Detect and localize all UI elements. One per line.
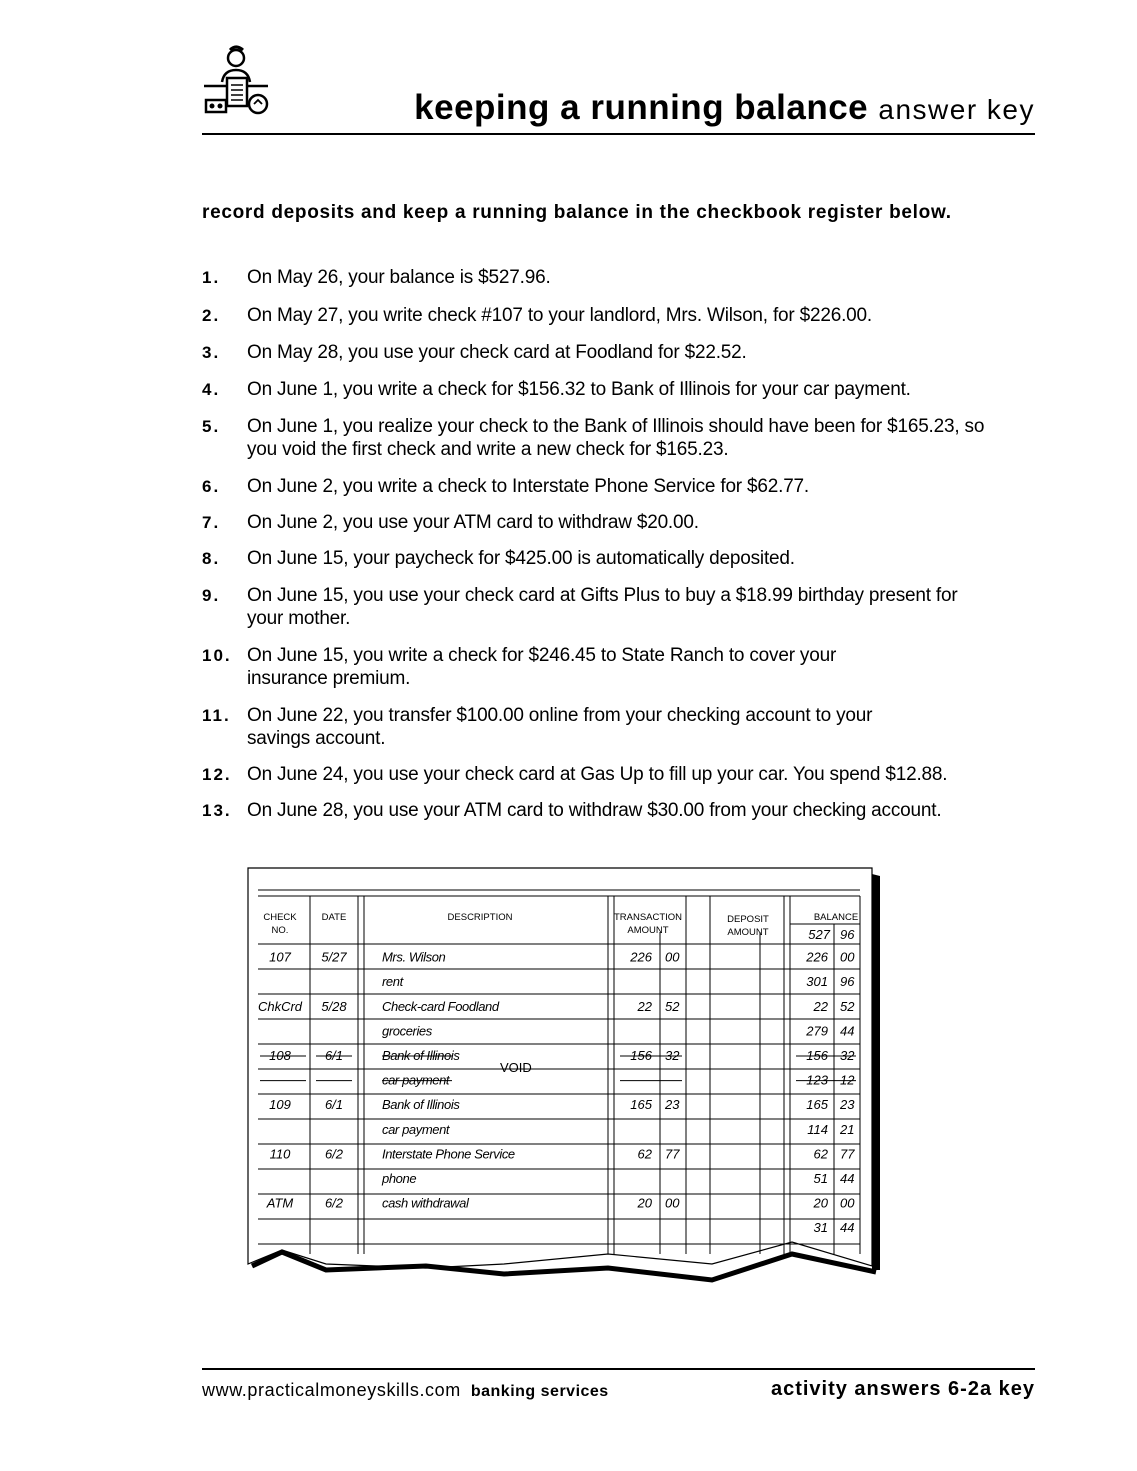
register-date: 5/27 [321,949,347,965]
register-amount-cents: 00 [665,1195,680,1211]
header-deposit-amount: AMOUNT [727,927,769,938]
opening-balance-cents: 96 [840,927,855,942]
register-amount-cents: 52 [665,998,680,1014]
header-rule [202,133,1035,135]
register-balance-cents: 00 [840,949,855,965]
header-transaction-amount: AMOUNT [627,925,669,936]
footer-section: banking services [470,1383,609,1400]
register-balance-dollars: 165 [806,1097,828,1113]
register-check-no: 109 [269,1097,291,1113]
item-text: On May 27, you write check #107 to your landlord, Mrs. Wilson, for $226.00. [247,305,872,326]
item-number: 12. [202,765,232,784]
page-title [414,88,1035,128]
register-description: car payment [382,1072,450,1088]
item-text: On June 15, your paycheck for $425.00 is automatically deposited. [247,548,795,569]
register-balance-cents: 23 [840,1097,855,1113]
register-balance-cents: 96 [840,974,855,990]
item-number: 9. [202,586,221,605]
register-description: car payment [382,1121,450,1137]
register-description: Interstate Phone Service [382,1146,515,1162]
person-with-checkbook-icon [200,42,272,124]
item-number: 6. [202,477,221,496]
register-description: Mrs. Wilson [382,949,446,965]
register-balance-cents: 44 [840,1171,855,1186]
register-date: 6/2 [324,1195,344,1211]
header-check-no-2: NO. [271,925,289,936]
register-amount-cents: 23 [665,1097,680,1113]
register-balance-dollars: 279 [806,1023,828,1039]
register-balance-dollars: 301 [806,974,828,990]
item-number: 5. [202,417,221,436]
register-balance-dollars: 123 [806,1072,828,1088]
register-check-no: 110 [269,1146,291,1162]
register-amount-dollars: 62 [637,1146,652,1162]
register-amount-cents: 77 [665,1146,680,1162]
register-date: 5/28 [321,998,347,1014]
register-check-no: ChkCrd [257,998,303,1014]
register-balance-cents: 44 [840,1023,855,1039]
checkbook-register [240,862,890,1292]
register-balance-dollars: 20 [813,1195,828,1211]
register-check-no: ATM [266,1195,294,1211]
register-balance-dollars: 156 [806,1048,828,1063]
register-amount-dollars: 20 [637,1195,652,1211]
register-amount-dollars: 22 [637,998,652,1014]
register-balance-cents: 44 [840,1220,855,1236]
item-text: On May 26, your balance is $527.96. [247,267,551,288]
register-date: 6/1 [324,1048,344,1063]
page-title-suffix: answer key [878,94,1035,125]
item-number: 13. [202,801,232,820]
item-number: 2. [202,306,221,325]
register-date: 6/2 [324,1146,344,1162]
header-check-no: CHECK [263,912,297,923]
register-balance-cents: 52 [840,998,855,1014]
register-description: Check-card Foodland [382,998,499,1014]
header-transaction: TRANSACTION [613,912,683,923]
register-amount-cents: 00 [665,949,680,965]
register-description: Bank of Illinois [382,1097,460,1113]
register-description: cash withdrawal [382,1195,469,1211]
item-number: 11. [202,706,231,725]
register-balance-dollars: 226 [806,949,828,965]
register-balance-dollars: 31 [813,1220,828,1236]
footer-url: www.practicalmoneyskills.com [202,1380,461,1400]
item-number: 8. [202,549,221,568]
item-text: On June 15, you write a check for $246.45 to State Ranch to cover your insurance premium. [247,645,837,689]
header-date: DATE [321,912,347,923]
register-balance-cents: 32 [840,1048,855,1063]
register-balance-dollars: 114 [807,1121,828,1137]
register-check-no: 107 [269,949,291,965]
header-description: DESCRIPTION [447,912,513,923]
footer-rule [202,1368,1035,1370]
register-balance-cents: 77 [840,1146,855,1162]
register-description: phone [382,1171,417,1186]
item-number: 10. [202,646,232,665]
item-text: On June 1, you realize your check to the Bank of Illinois should have been for $165.23, so you void the first check and write a new check for $165.23. [247,416,985,460]
footer-activity: activity answers 6-2a key [770,1378,1035,1400]
register-balance-dollars: 62 [813,1146,828,1162]
register-balance-cents: 21 [840,1121,855,1137]
footer-left [202,1380,609,1401]
item-number: 1. [202,268,221,287]
register-balance-cents: 00 [840,1195,855,1211]
item-number: 7. [202,513,221,532]
register-date: 6/1 [324,1097,344,1113]
register-balance-dollars: 22 [813,998,828,1014]
header-deposit: DEPOSIT [727,914,769,925]
register-amount-cents: 32 [665,1048,680,1063]
register-description: rent [382,974,403,990]
register-balance-dollars: 51 [813,1171,828,1186]
item-text: On June 2, you write a check to Interstate Phone Service for $62.77. [247,476,810,497]
item-text: On June 24, you use your check card at Gas Up to fill up your car. You spend $12.88. [247,764,948,785]
register-amount-dollars: 165 [630,1097,652,1113]
item-number: 4. [202,380,221,399]
header-balance: BALANCE [813,912,859,923]
item-text: On May 28, you use your check card at Foodland for $22.52. [247,342,747,363]
item-text: On June 2, you use your ATM card to withdraw $20.00. [247,512,699,533]
item-text: On June 28, you use your ATM card to withdraw $30.00 from your checking account. [247,800,942,821]
void-label: VOID [500,1060,532,1075]
register-amount-dollars: 226 [630,949,652,965]
item-text: On June 22, you transfer $100.00 online from your checking account to your savings account. [247,705,873,749]
register-balance-cents: 12 [840,1072,855,1088]
opening-balance-dollars: 527 [808,927,830,942]
register-description: groceries [382,1023,432,1039]
item-text: On June 1, you write a check for $156.32 to Bank of Illinois for your car payment. [247,379,911,400]
page-title-main: keeping a running balance [414,88,869,127]
register-amount-dollars: 156 [630,1048,652,1063]
instructions: record deposits and keep a running balance in the checkbook register below. [202,202,952,223]
register-check-no: 108 [269,1048,291,1063]
item-text: On June 15, you use your check card at Gifts Plus to buy a $18.99 birthday present for your mother. [247,585,958,629]
item-number: 3. [202,343,221,362]
register-description: Bank of Illinois [382,1048,460,1063]
